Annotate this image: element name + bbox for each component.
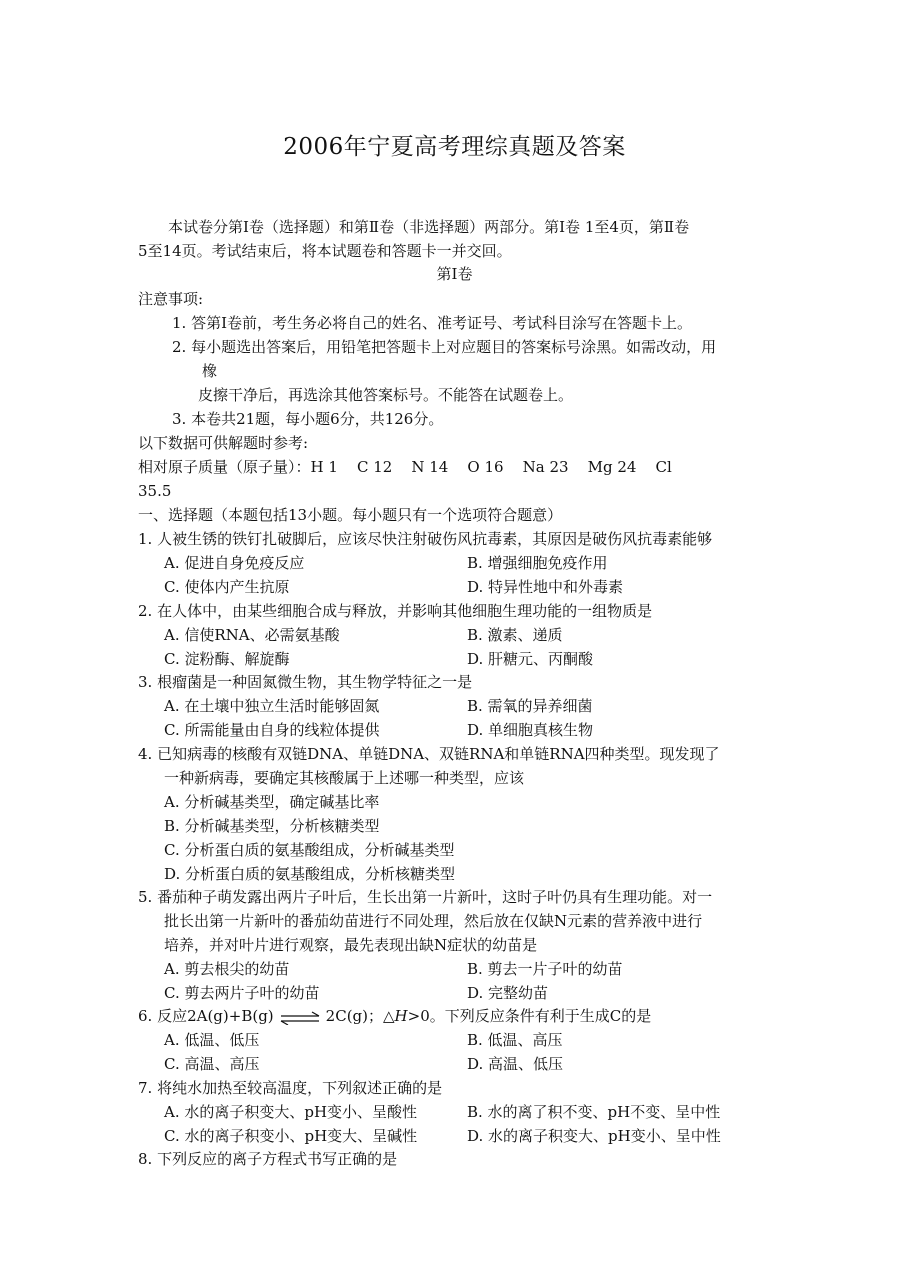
question-4-option-c: C. 分析蛋白质的氨基酸组成，分析碱基类型 [164,841,455,859]
note-2-wrap: 橡 [202,362,218,380]
question-2-option-c: C. 淀粉酶、解旋酶 [164,650,290,668]
question-5-option-a: A. 剪去根尖的幼苗 [164,960,290,978]
question-3-option-c: C. 所需能量由自身的线粒体提供 [164,721,380,739]
question-2-option-d: D. 肝糖元、丙酮酸 [467,650,594,668]
note-1: 1. 答第Ⅰ卷前，考生务必将自己的姓名、准考证号、考试科目涂写在答题卡上。 [172,314,693,332]
section-heading: 第Ⅰ卷 [436,265,473,283]
question-6-option-b: B. 低温、高压 [467,1031,563,1049]
question-7-stem: 7. 将纯水加热至较高温度，下列叙述正确的是 [138,1079,443,1097]
document-title: 2006年宁夏高考理综真题及答案 [283,134,626,160]
question-4-stem-2: 一种新病毒，要确定其核酸属于上述哪一种类型，应该 [164,769,525,787]
question-1-option-a: A. 促进自身免疫反应 [164,554,305,572]
question-5-option-b: B. 剪去一片子叶的幼苗 [467,960,623,978]
question-3-option-a: A. 在土壤中独立生活时能够固氮 [164,697,380,715]
question-8-stem: 8. 下列反应的离子方程式书写正确的是 [138,1150,398,1168]
note-3: 3. 本卷共21题，每小题6分，共126分。 [172,410,444,428]
question-6-stem-part-3: >0。下列反应条件有利于生成C的是 [407,1007,652,1025]
question-5-stem-2: 批长出第一片新叶的番茄幼苗进行不同处理，然后放在仅缺N元素的营养液中进行 [164,912,703,930]
question-4-option-d: D. 分析蛋白质的氨基酸组成，分析核糖类型 [164,865,456,883]
question-7-option-d: D. 水的离子积变大、pH变小、呈中性 [467,1127,721,1145]
note-2: 2. 每小题选出答案后，用铅笔把答题卡上对应题目的答案标号涂黑。如需改动，用 [172,338,717,356]
question-3-option-d: D. 单细胞真核生物 [467,721,594,739]
question-1-option-b: B. 增强细胞免疫作用 [467,554,608,572]
question-5-stem-3: 培养，并对叶片进行观察，最先表现出缺N症状的幼苗是 [164,936,538,954]
note-2-cont: 皮擦干净后，再选涂其他答案标号。不能答在试题卷上。 [198,386,574,404]
question-7-option-b: B. 水的离了积不变、pH不变、呈中性 [467,1103,721,1121]
question-1-option-d: D. 特异性地中和外毒素 [467,578,624,596]
question-2-stem: 2. 在人体中，由某些细胞合成与释放，并影响其他细胞生理功能的一组物质是 [138,602,653,620]
atomic-masses-cont: 35.5 [138,482,172,500]
question-1-stem: 1. 人被生锈的铁钉扎破脚后，应该尽快注射破伤风抗毒素，其原因是破伤风抗毒素能够 [138,530,713,548]
question-4-option-a: A. 分析碱基类型，确定碱基比率 [164,793,380,811]
question-3-option-b: B. 需氧的异养细菌 [467,697,593,715]
question-4-stem-1: 4. 已知病毒的核酸有双链DNA、单链DNA、双链RNA和单链RNA四种类型。现发现了 [138,745,720,763]
enthalpy-symbol: H [394,1007,408,1025]
equilibrium-arrows-icon [278,1010,322,1024]
question-5-option-c: C. 剪去两片子叶的幼苗 [164,984,320,1002]
question-2-option-b: B. 激素、递质 [467,626,563,644]
question-6-stem-part-2: 2C(g)；△ [325,1007,395,1025]
notes-heading: 注意事项: [138,290,204,308]
question-5-option-d: D. 完整幼苗 [467,984,549,1002]
question-3-stem: 3. 根瘤菌是一种固氮微生物，其生物学特征之一是 [138,673,473,691]
question-6-option-a: A. 低温、低压 [164,1031,260,1049]
question-5-stem-1: 5. 番茄种子萌发露出两片子叶后，生长出第一片新叶，这时子叶仍具有生理功能。对一 [138,888,713,906]
question-6-stem-part-1: 6. 反应2A(g)+B(g) [138,1007,274,1025]
question-4-option-b: B. 分析碱基类型，分析核糖类型 [164,817,380,835]
atomic-masses: 相对原子质量（原子量）：H 1 C 12 N 14 O 16 Na 23 Mg 24 Cl [138,458,672,476]
question-2-option-a: A. 信使RNA、必需氨基酸 [164,626,340,644]
reference-intro: 以下数据可供解题时参考: [138,434,309,452]
question-6-option-d: D. 高温、低压 [467,1055,564,1073]
part-heading: 一、选择题（本题包括13小题。每小题只有一个选项符合题意） [138,506,563,524]
question-7-option-c: C. 水的离子积变小、pH变大、呈碱性 [164,1127,418,1145]
question-6-option-c: C. 高温、高压 [164,1055,260,1073]
intro-line-1: 本试卷分第Ⅰ卷（选择题）和第Ⅱ卷（非选择题）两部分。第Ⅰ卷 1至4页，第Ⅱ卷 [168,218,690,236]
intro-line-2: 5至14页。考试结束后，将本试题卷和答题卡一并交回。 [138,242,512,260]
question-1-option-c: C. 使体内产生抗原 [164,578,290,596]
question-6-stem [138,1006,651,1026]
question-7-option-a: A. 水的离子积变大、pH变小、呈酸性 [164,1103,418,1121]
